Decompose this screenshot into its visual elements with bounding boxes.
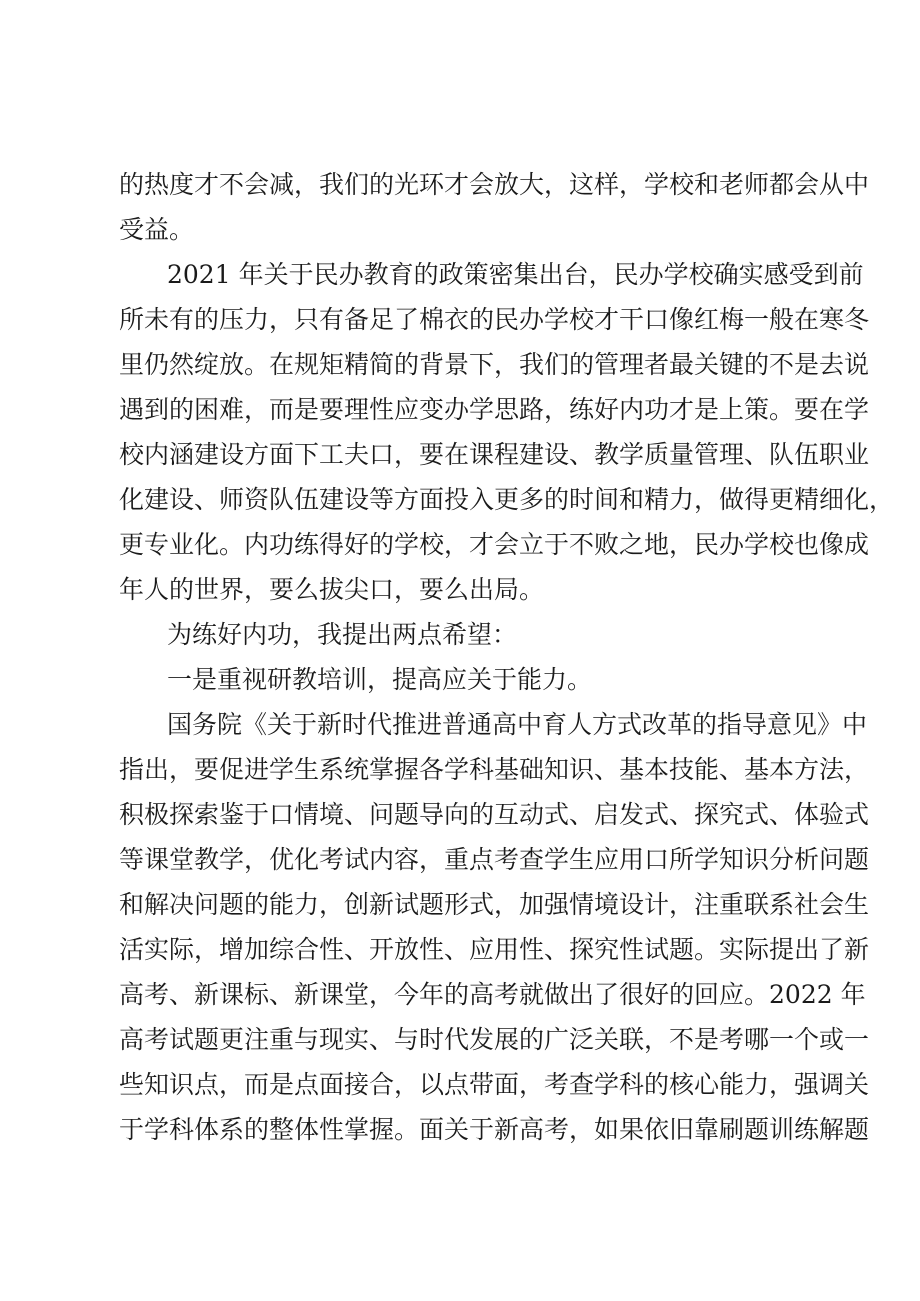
text-line: 活实际，增加综合性、开放性、应用性、探究性试题。实际提出了新 xyxy=(119,935,870,964)
text-line: 为练好内功，我提出两点希望： xyxy=(167,620,518,649)
text-line: 里仍然绽放。在规矩精简的背景下，我们的管理者最关键的不是去说 xyxy=(119,350,870,379)
text-line: 些知识点，而是点面接合，以点带面，考查学科的核心能力，强调关 xyxy=(119,1070,870,1099)
text-line: 所未有的压力，只有备足了棉衣的民办学校才干口像红梅一般在寒冬 xyxy=(119,305,870,334)
text-line: 高考试题更注重与现实、与时代发展的广泛关联，不是考哪一个或一 xyxy=(119,1025,870,1054)
text-line: 等课堂教学，优化考试内容，重点考查学生应用口所学知识分析问题 xyxy=(119,845,870,874)
text-line: 指出，要促进学生系统掌握各学科基础知识、基本技能、基本方法， xyxy=(119,755,870,784)
text-line: 积极探索鉴于口情境、问题导向的互动式、启发式、探究式、体验式 xyxy=(119,800,870,829)
text-line: 一是重视研教培训，提高应关于能力。 xyxy=(167,665,593,694)
text-line: 高考、新课标、新课堂，今年的高考就做出了很好的回应。2022 年 xyxy=(119,980,866,1009)
text-line: 国务院《关于新时代推进普通高中育人方式改革的指导意见》中 xyxy=(167,710,868,739)
text-line: 遇到的困难，而是要理性应变办学思路，练好内功才是上策。要在学 xyxy=(119,395,870,424)
text-line: 于学科体系的整体性掌握。面关于新高考，如果依旧靠刷题训练解题 xyxy=(119,1115,870,1144)
text-line: 受益。 xyxy=(119,215,195,244)
text-line: 2021 年关于民办教育的政策密集出台，民办学校确实感受到前 xyxy=(167,260,864,289)
text-line: 更专业化。内功练得好的学校，才会立于不败之地，民办学校也像成 xyxy=(119,530,870,559)
text-line: 年人的世界，要么拔尖口，要么出局。 xyxy=(119,575,545,604)
text-line: 化建设、师资队伍建设等方面投入更多的时间和精力，做得更精细化， xyxy=(119,485,895,514)
text-line: 的热度才不会减，我们的光环才会放大，这样，学校和老师都会从中 xyxy=(119,170,870,199)
text-line: 校内涵建设方面下工夫口，要在课程建设、教学质量管理、队伍职业 xyxy=(119,440,870,469)
text-line: 和解决问题的能力，创新试题形式，加强情境设计，注重联系社会生 xyxy=(119,890,870,919)
